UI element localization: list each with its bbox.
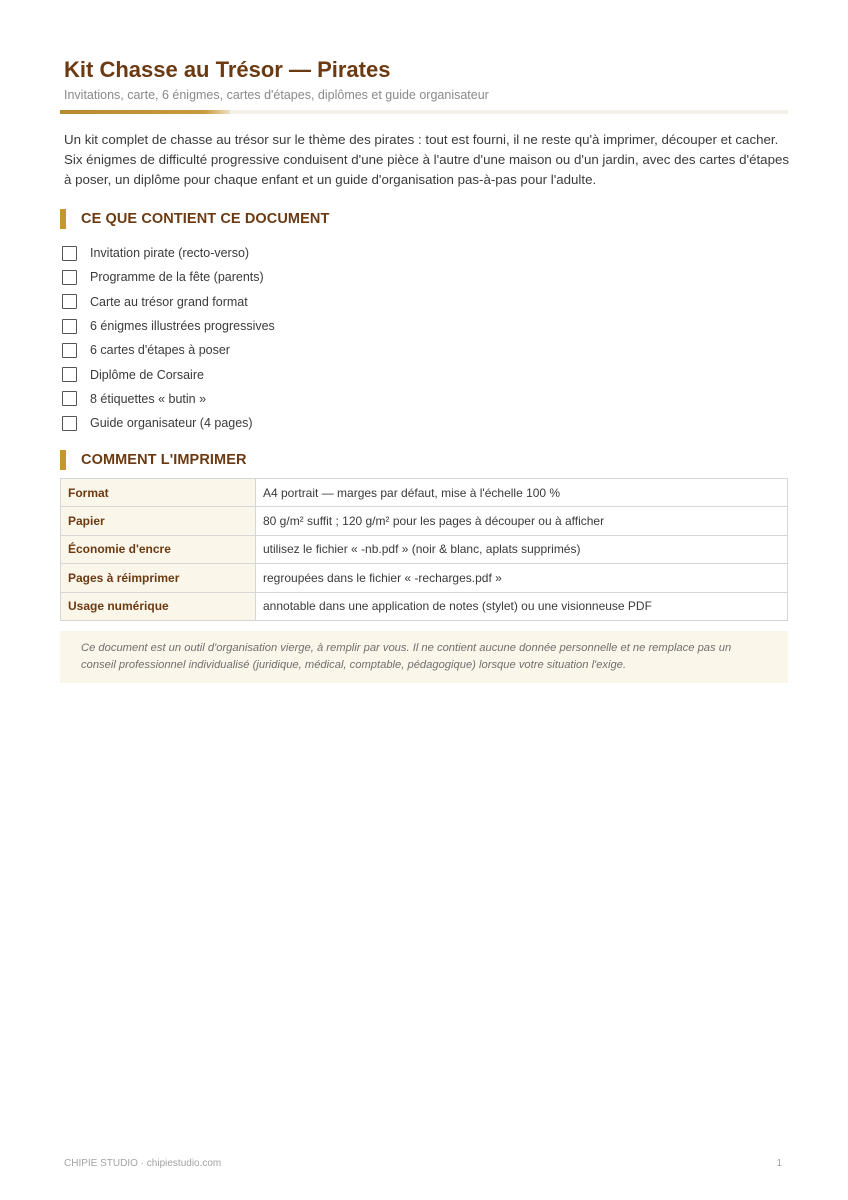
checkbox[interactable] bbox=[62, 294, 77, 309]
checklist-item-label: Programme de la fête (parents) bbox=[90, 270, 264, 285]
printing-heading-label: COMMENT L'IMPRIMER bbox=[81, 452, 247, 468]
intro-paragraph: Un kit complet de chasse au trésor sur le thème des pirates : tout est fourni, il ne reste qu'à imprimer, découper et cacher. Six énigmes de difficulté progressive conduisent d'une pièce à l'autre d'une maison ou d'un jardin, avec des cartes d'étapes à poser, un diplôme pour chaque enfant et un guide d'organisation pas-à-pas pour l'adulte. bbox=[64, 132, 790, 187]
checklist-item-label: Carte au trésor grand format bbox=[90, 294, 248, 309]
checklist-item-label: Diplôme de Corsaire bbox=[90, 367, 204, 382]
contents-heading-label: CE QUE CONTIENT CE DOCUMENT bbox=[81, 211, 330, 227]
spec-value-cell: regroupées dans le fichier « -recharges.pdf » bbox=[256, 564, 788, 592]
table-row bbox=[61, 592, 788, 620]
table-row bbox=[61, 479, 788, 507]
table-row bbox=[61, 507, 788, 535]
checklist-item-label: 8 étiquettes « butin » bbox=[90, 391, 207, 406]
contents-checklist bbox=[62, 241, 275, 435]
checkbox[interactable] bbox=[62, 367, 77, 382]
checklist-item-label: 6 énigmes illustrées progressives bbox=[90, 319, 275, 334]
table-row bbox=[61, 564, 788, 592]
checkbox[interactable] bbox=[62, 246, 77, 261]
contents-section-heading bbox=[60, 209, 329, 229]
printing-section-heading bbox=[60, 450, 247, 470]
checklist-item bbox=[62, 314, 275, 338]
spec-key-cell: Pages à réimprimer bbox=[61, 564, 256, 592]
checkbox[interactable] bbox=[62, 416, 77, 431]
checklist-item bbox=[62, 265, 275, 289]
checklist-item-label: 6 cartes d'étapes à poser bbox=[90, 343, 230, 358]
checklist-item bbox=[62, 241, 275, 265]
spec-key-cell: Papier bbox=[61, 507, 256, 535]
section-accent-bar bbox=[60, 450, 66, 470]
checklist-item bbox=[62, 290, 275, 314]
footer-brand: CHIPIE STUDIO · chipiestudio.com bbox=[64, 1158, 222, 1169]
spec-value-cell: A4 portrait — marges par défaut, mise à l'échelle 100 % bbox=[256, 479, 788, 507]
checklist-item bbox=[62, 387, 275, 411]
title-divider bbox=[60, 110, 788, 114]
spec-value-cell: utilisez le fichier « -nb.pdf » (noir & blanc, aplats supprimés) bbox=[256, 535, 788, 563]
checkbox[interactable] bbox=[62, 319, 77, 334]
table-row bbox=[61, 535, 788, 563]
page-title: Kit Chasse au Trésor — Pirates bbox=[64, 57, 391, 82]
disclaimer-note: Ce document est un outil d'organisation vierge, à remplir par vous. Il ne contient aucune donnée personnelle et ne remplace pas un conseil professionnel individualisé (juridique, médical, comptable, pédagogique) lorsque votre situation l'exige. bbox=[60, 631, 788, 683]
spec-value-cell: 80 g/m² suffit ; 120 g/m² pour les pages à découper ou à afficher bbox=[256, 507, 788, 535]
section-accent-bar bbox=[60, 209, 66, 229]
checklist-item-label: Guide organisateur (4 pages) bbox=[90, 416, 253, 431]
title-divider-accent bbox=[60, 110, 230, 114]
checkbox[interactable] bbox=[62, 391, 77, 406]
checklist-item bbox=[62, 338, 275, 362]
page-subtitle: Invitations, carte, 6 énigmes, cartes d'étapes, diplômes et guide organisateur bbox=[64, 88, 489, 102]
printing-specs-table bbox=[60, 478, 788, 621]
spec-key-cell: Économie d'encre bbox=[61, 535, 256, 563]
checklist-item-label: Invitation pirate (recto-verso) bbox=[90, 246, 250, 261]
checkbox[interactable] bbox=[62, 270, 77, 285]
checklist-item bbox=[62, 411, 275, 435]
spec-key-cell: Format bbox=[61, 479, 256, 507]
spec-key-cell: Usage numérique bbox=[61, 592, 256, 620]
checklist-item bbox=[62, 362, 275, 386]
page-number: 1 bbox=[776, 1158, 782, 1169]
checkbox[interactable] bbox=[62, 343, 77, 358]
spec-value-cell: annotable dans une application de notes (stylet) ou une visionneuse PDF bbox=[256, 592, 788, 620]
